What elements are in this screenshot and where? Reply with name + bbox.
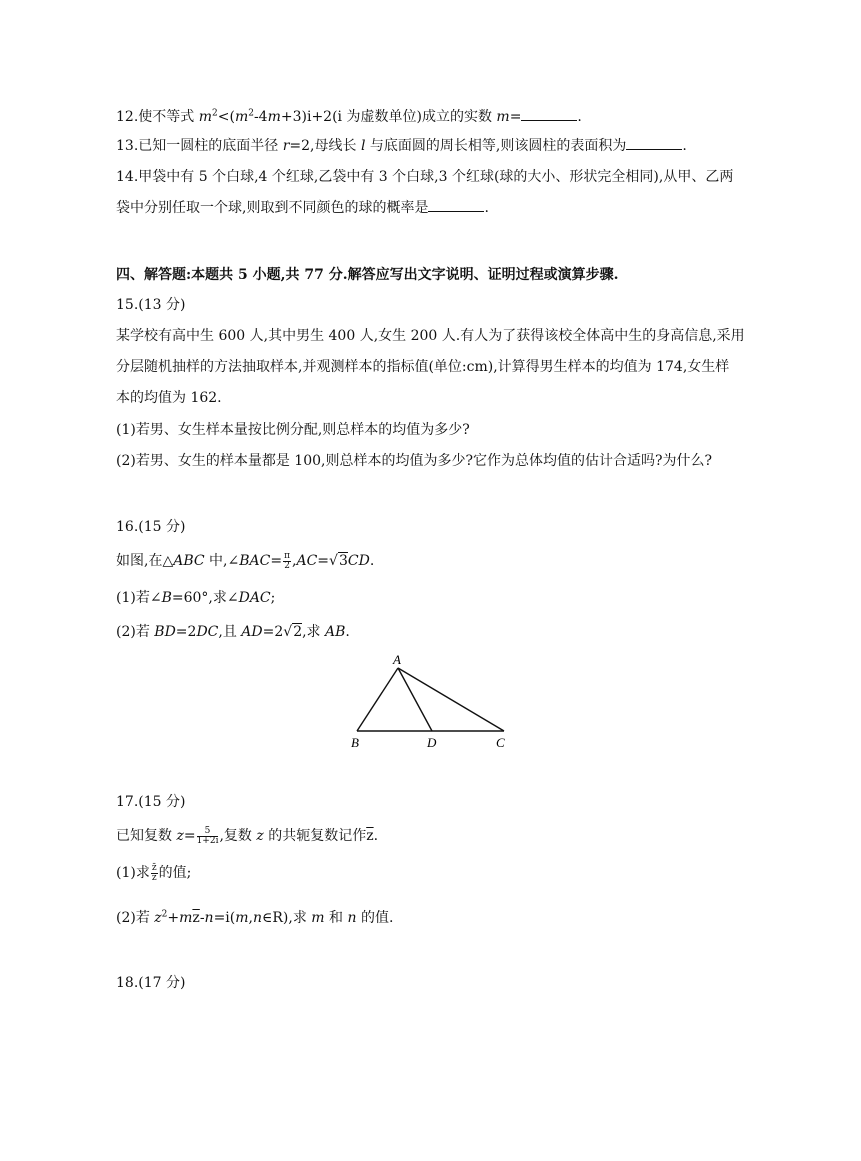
sqrt-symbol: √ [329,553,338,569]
q16-p1-dac: DAC [238,590,271,606]
q17-p2-minus: - [199,910,205,926]
q17-p1-den: z [151,872,157,883]
q12-mid2: -4 [253,109,268,125]
q16-dot: . [369,553,375,569]
q17-intro-pre: 已知复数 [116,828,177,844]
q16-root3: 3 [338,553,348,569]
q16-part2 [116,622,350,642]
q16-pi-fraction [283,552,291,571]
section-heading-4: 四、解答题:本题共 5 小题,共 77 分.解答应写出文字说明、证明过程或演算步骤. [116,267,619,283]
q16-pi: π [284,550,291,561]
q12-m3: m [267,109,281,125]
q15-line3: 本的均值为 162. [116,390,222,406]
q16-cd: CD [347,553,370,569]
q17-z: z [176,828,184,844]
q17-p2-in: ∈R),求 [262,910,312,926]
q16-eq: = [270,553,283,569]
answer-blank-14 [428,199,484,212]
q16-p2-dc: DC [196,624,219,640]
q17-p2-m: m [179,910,193,926]
triangle-figure [346,650,516,750]
q15-part1: (1)若男、女生样本量按比例分配,则总样本的均值为多少? [116,422,470,438]
label-d: D [427,735,437,750]
q17-p2-n3: n [347,910,357,926]
q13-l: l [360,138,366,154]
q17-p2-pre: (2)若 [116,910,155,926]
q16-p2-ab: AB [325,624,346,640]
q16-abc: ABC [173,553,205,569]
q17-p1-end: 的值; [158,865,192,881]
q17-den: 1+2i [196,835,219,846]
q16-intro-mid: 中,∠ [204,553,240,569]
label-a: A [393,652,401,667]
q13-post: 与底面圆的周长相等,则该圆柱的表面积为 [365,138,627,154]
q12-mid3: +3)i+2(i 为虚数单位)成立的实数 [280,109,497,125]
q17-p2-mn: m [235,910,249,926]
q16-p2-pre: (2)若 [116,624,155,640]
q17-p2-sup: 2 [161,909,168,920]
q16-eq2: = [317,553,330,569]
q16-p2-root: 2 [293,624,303,640]
q17-zbar: $\overline{z}$ [366,828,374,844]
q17-p2-m2: m [311,910,325,926]
q15-part2: (2)若男、女生的样本量都是 100,则总样本的均值为多少?它作为总体均值的估计合适吗?为什么? [116,453,712,469]
q16-p2-eq: =2 [175,624,197,640]
q16-p1-end: ; [270,590,276,606]
q17-part2 [116,908,393,928]
q15-line1: 某学校有高中生 600 人,其中男生 400 人,女生 200 人.有人为了获得该校全体高中生的身高信息,采用 [116,328,745,344]
q16-intro-pre: 如图,在△ [116,553,174,569]
answer-blank-13 [626,137,682,150]
q16-ac: AC [296,553,318,569]
q17-p2-and: 和 [324,910,348,926]
side-ac [398,668,504,731]
q16-p2-ad: AD [241,624,263,640]
q17-header: 17.(15 分) [116,794,186,810]
q12-sup2: 2 [248,108,254,119]
q12-sup1: 2 [212,108,218,119]
q17-z2: z [256,828,264,844]
label-b: B [351,735,359,750]
q17-p2-z: z [154,910,162,926]
answer-blank-12 [521,108,577,121]
q13-pre: 13.已知一圆柱的底面半径 [116,138,283,154]
q16-p2-bd: BD [154,624,176,640]
q17-p2-n2: n [252,910,263,926]
question-14-line2 [116,198,489,218]
q12-m1: m [198,109,212,125]
q16-part1 [116,588,275,608]
question-12 [116,107,582,127]
q16-p2-eq2: =2 [262,624,284,640]
q16-intro [116,551,374,571]
q16-header: 16.(15 分) [116,519,186,535]
q14-end: . [484,200,489,216]
q17-num: 5 [197,827,219,837]
q16-p1-b: B [161,590,172,606]
q12-text: 12.使不等式 [116,109,199,125]
q16-p1-mid: =60°,求∠ [171,590,239,606]
sqrt-symbol-2: √ [283,624,293,640]
q15-header: 15.(13 分) [116,297,186,313]
label-c: C [496,735,505,750]
q15-line2: 分层随机抽样的方法抽取样本,并观测样本的指标值(单位:cm),计算得男生样本的均值为 174,女生样 [116,359,730,375]
q17-intro [116,826,378,846]
q16-p2-end: . [345,624,350,640]
q17-eq: = [183,828,196,844]
q12-mid1: <( [217,109,235,125]
question-13 [116,136,687,156]
question-14-line1: 14.甲袋中有 5 个白球,4 个红球,乙袋中有 3 个白球,3 个红球(球的大小、形状完全相同),从甲、乙两 [116,169,734,185]
side-ab [357,668,398,731]
q14-line2-text: 袋中分别任取一个球,则取到不同颜色的球的概率是 [116,200,429,216]
q16-p2-mid: ,且 [218,624,242,640]
q17-p1-pre: (1)求 [116,865,150,881]
q12-m2: m [234,109,249,125]
q17-p2-eq: =i( [213,910,236,926]
q17-p2-end: 的值. [356,910,394,926]
q16-p2-mid2: ,求 [302,624,326,640]
q17-part1 [116,863,191,883]
q17-intro-post: 的共轭复数记作 [263,828,367,844]
q17-fraction [197,827,219,846]
q16-two: 2 [284,560,290,571]
q17-p2-plus: + [167,910,180,926]
q17-p1-num: z̄ [151,862,157,873]
q16-bac: BAC [239,553,271,569]
q17-p2-n: n [204,910,214,926]
q17-intro-end: . [373,828,379,844]
q16-p1-pre: (1)若∠ [116,590,162,606]
q13-rval: =2,母线长 [289,138,361,154]
q16-comma: , [292,553,297,569]
q13-end: . [682,138,687,154]
q17-p2-comma: , [248,910,253,926]
q13-r: r [282,138,290,154]
q12-post: = [509,109,522,125]
q17-p1-fraction [151,864,158,883]
q17-intro-mid: ,复数 [219,828,257,844]
q18-header: 18.(17 分) [116,975,186,991]
q12-end: . [577,109,582,125]
q12-var: m [496,109,510,125]
q17-p2-zbar: $\overline{z}$ [192,910,200,926]
